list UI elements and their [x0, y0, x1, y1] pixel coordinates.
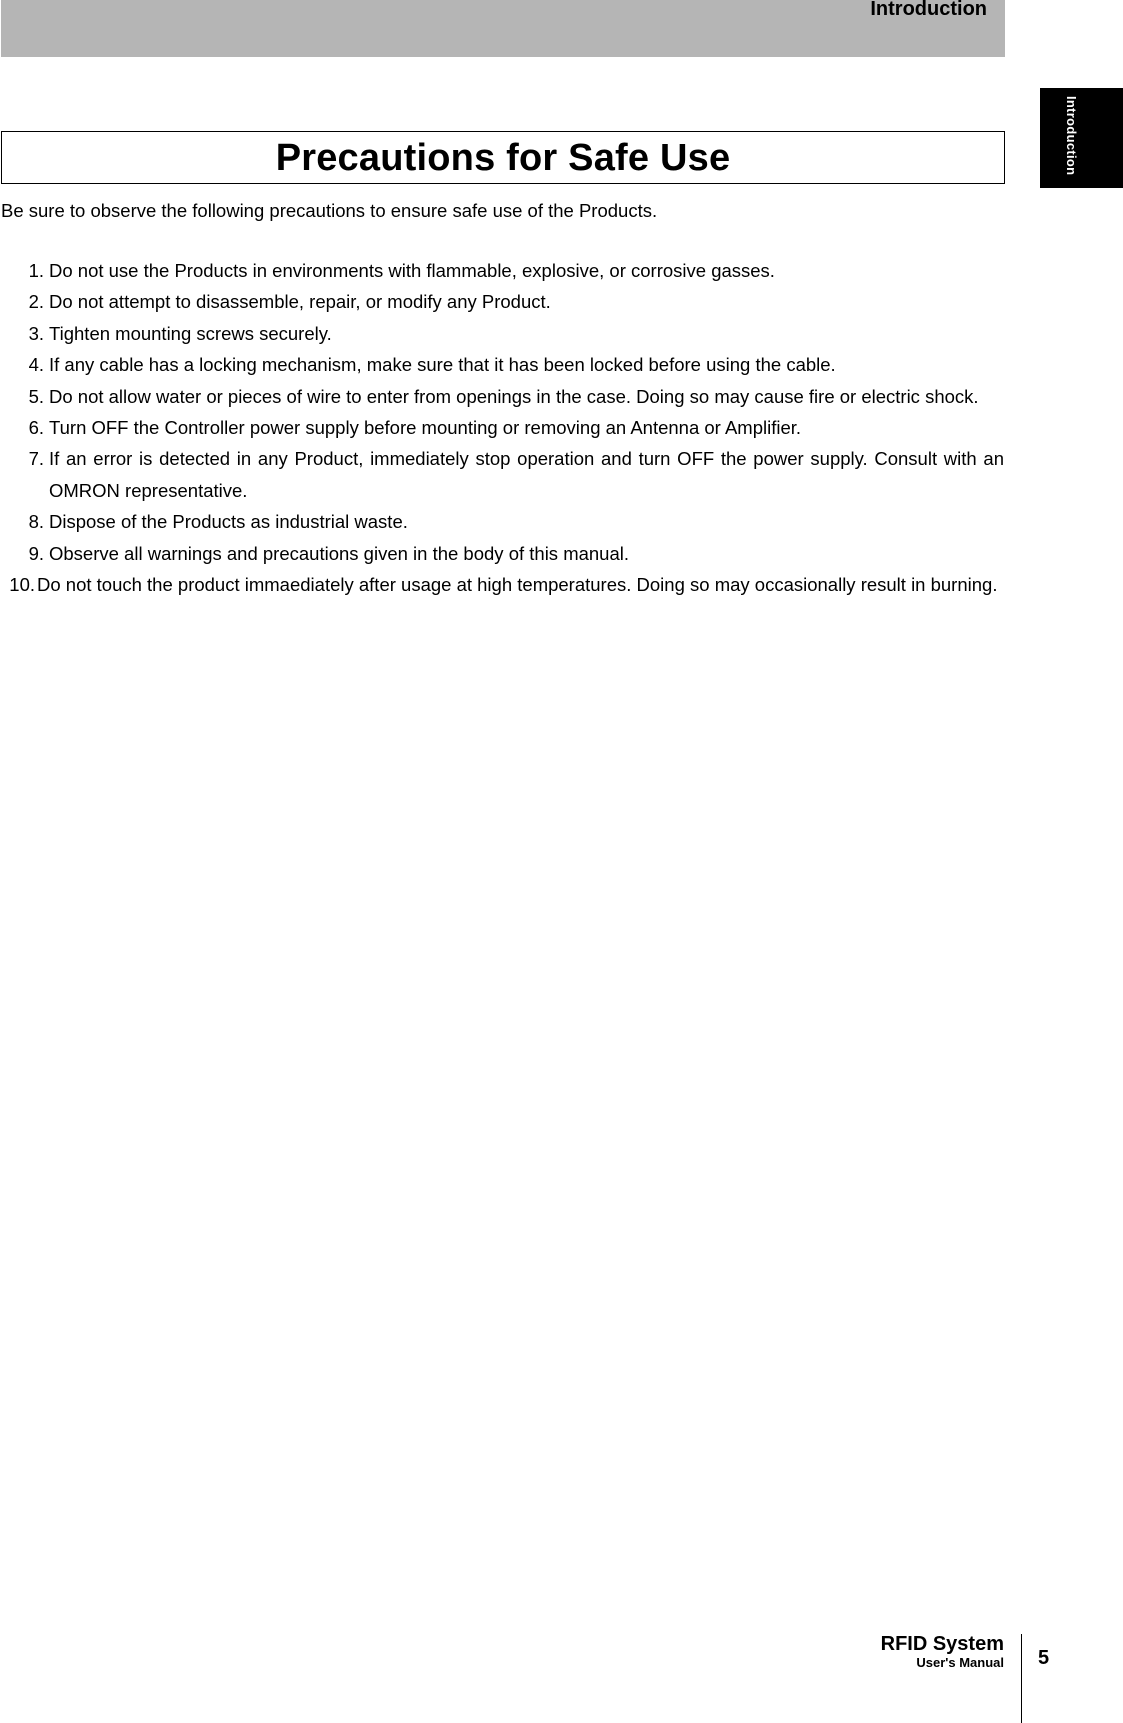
precaution-number: 6.	[28, 417, 44, 439]
side-tab	[1040, 88, 1123, 188]
side-tab-label: Introduction	[1064, 96, 1079, 176]
precaution-item	[0, 506, 1004, 537]
precaution-number: 5.	[28, 385, 44, 407]
precaution-item	[0, 381, 1004, 412]
precaution-item	[0, 318, 1004, 349]
precaution-item	[0, 255, 1004, 286]
footer-divider	[1021, 1634, 1022, 1723]
precaution-text: Do not attempt to disassemble, repair, or modify any Product.	[49, 291, 551, 313]
intro-text: Be sure to observe the following precautions to ensure safe use of the Products.	[1, 200, 658, 221]
precaution-number: 9.	[28, 542, 44, 564]
precaution-number: 4.	[28, 354, 44, 376]
precautions-list	[0, 255, 1004, 600]
precaution-text: Do not touch the product immaediately after usage at high temperatures. Doing so may occasionally result in burning.	[37, 574, 998, 596]
precaution-text: Dispose of the Products as industrial waste.	[49, 511, 408, 533]
section-title: Introduction	[870, 0, 987, 20]
precaution-text: Observe all warnings and precautions given in the body of this manual.	[49, 542, 630, 564]
precaution-number: 10.	[9, 574, 35, 596]
header-bar	[1, 0, 1005, 57]
precaution-text: Do not use the Products in environments with flammable, explosive, or corrosive gasses.	[49, 260, 775, 281]
precaution-text: Do not allow water or pieces of wire to enter from openings in the case. Doing so may cause fire or electric shock.	[49, 385, 979, 407]
page-title-box	[1, 131, 1005, 184]
footer-manual-info	[881, 1633, 1004, 1671]
precaution-item	[0, 569, 1004, 600]
precaution-number: 1.	[28, 260, 44, 281]
precaution-item	[0, 538, 1004, 569]
precaution-item	[0, 286, 1004, 317]
precaution-number: 7.	[28, 448, 44, 470]
precaution-item	[0, 412, 1004, 443]
page-number: 5	[1038, 1647, 1050, 1669]
precaution-text: Tighten mounting screws securely.	[49, 322, 332, 344]
precaution-number: 2.	[28, 291, 44, 313]
precaution-text: If any cable has a locking mechanism, make sure that it has been locked before using the cable.	[49, 354, 836, 376]
precaution-text: If an error is detected in any Product, immediately stop operation and turn OFF the power supply. Consult with an OMRON representative.	[49, 448, 1004, 501]
footer-manual-title: RFID System	[880, 1633, 1004, 1655]
precaution-item	[0, 443, 1004, 506]
precaution-number: 3.	[28, 322, 44, 344]
precaution-item	[0, 349, 1004, 380]
precaution-number: 8.	[28, 511, 44, 533]
footer-manual-subtitle: User's Manual	[916, 1655, 1004, 1670]
page-title: Precautions for Safe Use	[275, 136, 731, 179]
precaution-text: Turn OFF the Controller power supply before mounting or removing an Antenna or Amplifier.	[49, 417, 802, 439]
